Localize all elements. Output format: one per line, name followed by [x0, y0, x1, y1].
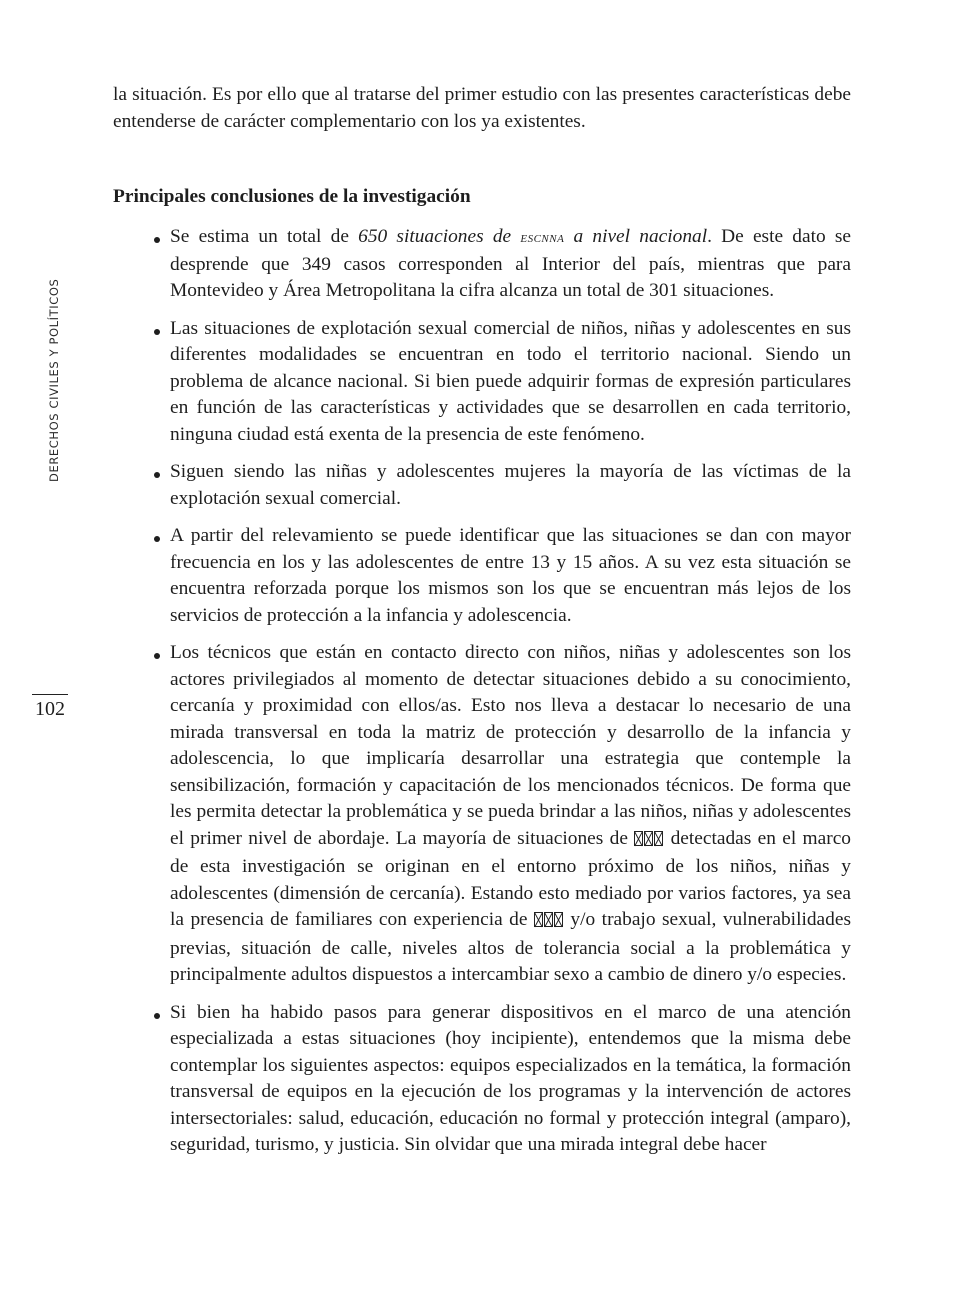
list-item — [170, 316, 851, 449]
page-number-rule — [32, 694, 68, 695]
bullet-icon — [154, 536, 160, 542]
bullet-icon — [154, 237, 160, 243]
bullet-text-part: y/o trabajo sexual, vulnerabilidades previas, situación de calle, niveles altos de tolerancia social a la problemática y principalmente adultos dispuestos a intercambiar sexo a cambio de dinero y/o especies. — [170, 909, 851, 985]
missing-glyph-icon — [634, 828, 664, 855]
bullet-icon — [154, 1013, 160, 1019]
list-item — [170, 640, 851, 989]
bullet-italic-text — [358, 226, 707, 247]
bullet-icon — [154, 653, 160, 659]
missing-glyph-icon — [534, 909, 564, 936]
bullet-italic-part: a nivel nacional — [564, 226, 708, 247]
bullet-italic-part: 650 situaciones de — [358, 226, 521, 247]
bullet-text: Si bien ha habido pasos para generar dispositivos en el marco de una atención especializada a estas situaciones (hoy incipiente), entendemos que la misma debe contemplar los siguientes aspectos: equipos especializados en la temática, la formación transversal de equipos en la ejecución de los programas y la intervención de actores intersectoriales: salud, educación, educación no formal y protección integral (amparo), seguridad, turismo, y justicia. Sin olvidar que una mirada integral debe hacer — [170, 1001, 851, 1155]
bullet-text-part: detectadas en el marco de esta investigación se originan en el entorno próximo de los niños, niñas y adolescentes (dimensión de cercanía). Estando esto mediado por varios factores, ya sea la presencia de familiares con experiencia de — [170, 827, 851, 930]
intro-paragraph: la situación. Es por ello que al tratarse del primer estudio con las presentes características debe entenderse de carácter complementario con los ya existentes. — [113, 84, 851, 132]
bullet-icon — [154, 472, 160, 478]
list-item — [170, 459, 851, 512]
section-heading: Principales conclusiones de la investigación — [113, 186, 471, 207]
bullet-text: Siguen siendo las niñas y adolescentes mujeres la mayoría de las víctimas de la explotación sexual comercial. — [170, 461, 851, 509]
section-side-label: DERECHOS CIVILES Y POLÍTICOS — [47, 278, 61, 482]
bullet-text-part: . De este dato se desprende que 349 casos corresponden al Interior del país, mientras que para Montevideo y Área Metropolitana la cifra alcanza un total de 301 situaciones. — [170, 226, 852, 301]
bullet-text-part: Los técnicos que están en contacto directo con niños, niñas y adolescentes son los actores privilegiados al momento de detectar situaciones debido a su conocimiento, cercanía y proximidad con ellos/as. Esto nos lleva a destacar lo necesario de una mirada transversal en toda la matriz de protección y desarrollo de la infancia y adolescencia, lo que implicaría desarrollar una estrategia que contemple la sensibilización, formación y capacitación de los mencionados técnicos. De forma que les permita detectar la problemática y se pueda brindar a las niños, niñas y adolescentes el primer nivel de abordaje. La mayoría de situaciones de — [170, 642, 851, 849]
bullet-text-part: Se estima un total de — [170, 226, 359, 247]
list-item — [170, 224, 851, 305]
list-item — [170, 523, 851, 629]
acronym-smallcaps: escnna — [520, 230, 565, 246]
conclusions-list — [170, 224, 851, 1159]
bullet-icon — [154, 329, 160, 335]
page-number: 102 — [35, 698, 65, 720]
bullet-text: Las situaciones de explotación sexual comercial de niños, niñas y adolescentes en sus diferentes modalidades se encuentran en todo el territorio nacional. Siendo un problema de alcance nacional. Si bien puede adquirir formas de expresión particulares en función de las características y actividades que se desarrollen en cada territorio, ninguna ciudad está exenta de la presencia de este fenómeno. — [170, 317, 851, 445]
list-item — [170, 1000, 851, 1159]
bullet-text: A partir del relevamiento se puede identificar que las situaciones se dan con mayor frecuencia en los y las adolescentes de entre 13 y 15 años. A su vez esta situación se encuentra reforzada porque los mismos son los que se encuentran más lejos de los servicios de protección a la infancia y adolescencia. — [170, 525, 851, 626]
